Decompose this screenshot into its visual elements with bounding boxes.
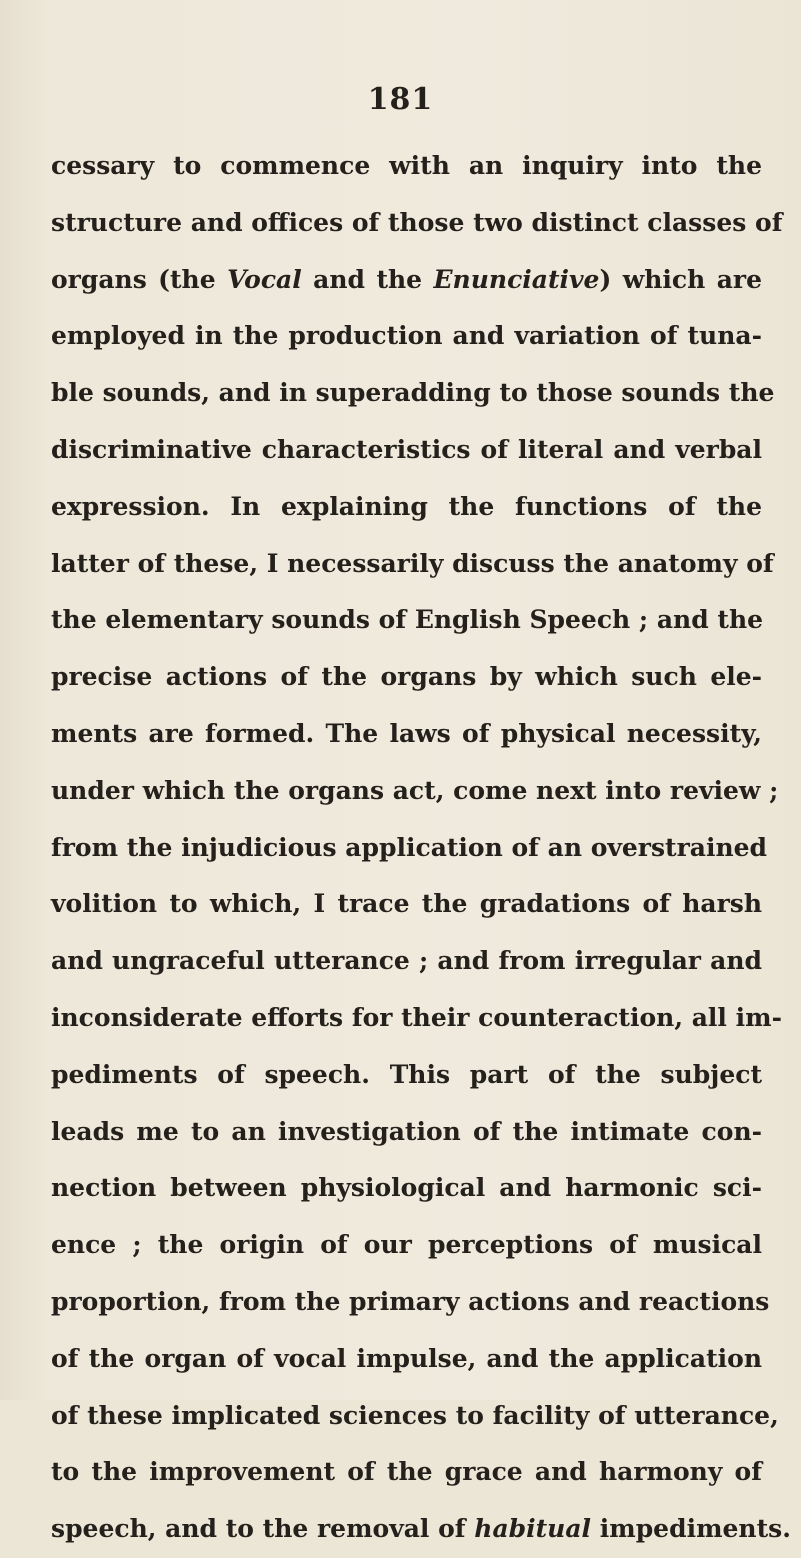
text-line: volition to which, I trace the gradations of harsh [51,889,762,919]
body-text [51,138,791,1558]
text-line: ments are formed. The laws of physical necessity, [51,718,762,748]
text-line: organs (the Vocal and the Enunciative) which are [51,264,762,294]
italic-term: Enunciative [433,264,600,294]
text-line: speech, and to the removal of habitual impediments. [51,1514,791,1544]
italic-term: habitual [474,1514,592,1544]
text-line: expression. In explaining the functions of the [51,491,762,521]
text-line: pediments of speech. This part of the subject [51,1059,762,1089]
text-line: precise actions of the organs by which such ele- [51,662,762,692]
text-line: leads me to an investigation of the intimate con- [51,1116,762,1146]
text-line: of the organ of vocal impulse, and the application [51,1343,762,1373]
text-line: cessary to commence with an inquiry into the [51,151,762,180]
text-line: of these implicated sciences to facility of utterance, [51,1400,779,1430]
text-line: nection between physiological and harmonic sci- [51,1173,762,1203]
text-line: inconsiderate efforts for their counteraction, all im- [51,1002,782,1032]
text-line: employed in the production and variation of tuna- [51,321,762,351]
italic-term: Vocal [227,264,302,294]
text-line: latter of these, I necessarily discuss the anatomy of [51,548,774,578]
text-line: under which the organs act, come next into review ; [51,775,779,805]
text-line: discriminative characteristics of literal and verbal [51,434,762,464]
text-line: ence ; the origin of our perceptions of musical [51,1230,762,1260]
text-line: proportion, from the primary actions and reactions [51,1286,770,1316]
text-line: structure and offices of those two distinct classes of [51,207,783,237]
text-line: from the injudicious application of an overstrained [51,832,768,862]
page-number: 181 [367,82,434,117]
text-line: ble sounds, and in superadding to those sounds the [51,378,775,408]
text-line: and ungraceful utterance ; and from irregular and [51,946,762,976]
text-line: the elementary sounds of English Speech ; and the [51,605,764,635]
text-line: to the improvement of the grace and harmony of [51,1457,762,1487]
